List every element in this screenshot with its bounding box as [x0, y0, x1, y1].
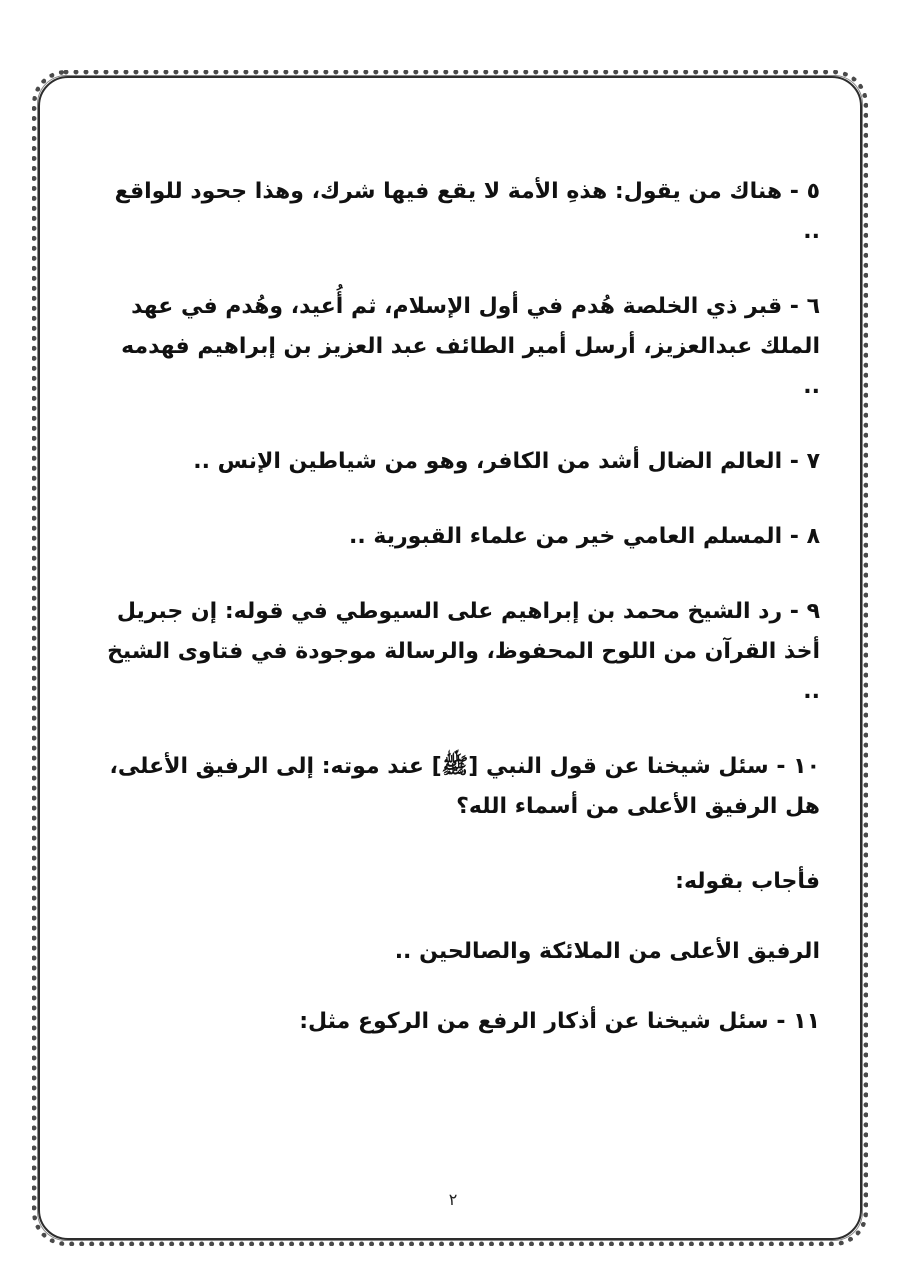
paragraph-item-6: ٦ - قبر ذي الخلصة هُدم في أول الإسلام، ثم أُعيد، وهُدم في عهد الملك عبدالعزيز، أرسل أمير الطائف عبد العزيز بن إبراهيم فهدمه ..	[121, 294, 820, 399]
paragraph-item-8: ٨ - المسلم العامي خير من علماء القبورية ..	[349, 524, 820, 549]
answer-text: الرفيق الأعلى من الملائكة والصالحين ..	[394, 939, 820, 964]
paragraph-item-9: ٩ - رد الشيخ محمد بن إبراهيم على السيوطي في قوله: إن جبريل أخذ القرآن من اللوح المحفوظ، والرسالة موجودة في فتاوى الشيخ ..	[107, 599, 820, 704]
page-number: ٢	[448, 1190, 458, 1209]
paragraph-item-7: ٧ - العالم الضال أشد من الكافر، وهو من شياطين الإنس ..	[193, 449, 820, 474]
paragraph-item-11: ١١ - سئل شيخنا عن أذكار الرفع من الركوع مثل:	[299, 1009, 820, 1034]
document-body	[98, 172, 820, 1077]
paragraph-item-5: ٥ - هناك من يقول: هذهِ الأمة لا يقع فيها شرك، وهذا جحود للواقع ..	[114, 179, 820, 244]
answer-intro: فأجاب بقوله:	[675, 869, 820, 894]
paragraph-item-10: ١٠ - سئل شيخنا عن قول النبي [ﷺ] عند موته: إلى الرفيق الأعلى، هل الرفيق الأعلى من أسماء الله؟	[109, 754, 820, 819]
